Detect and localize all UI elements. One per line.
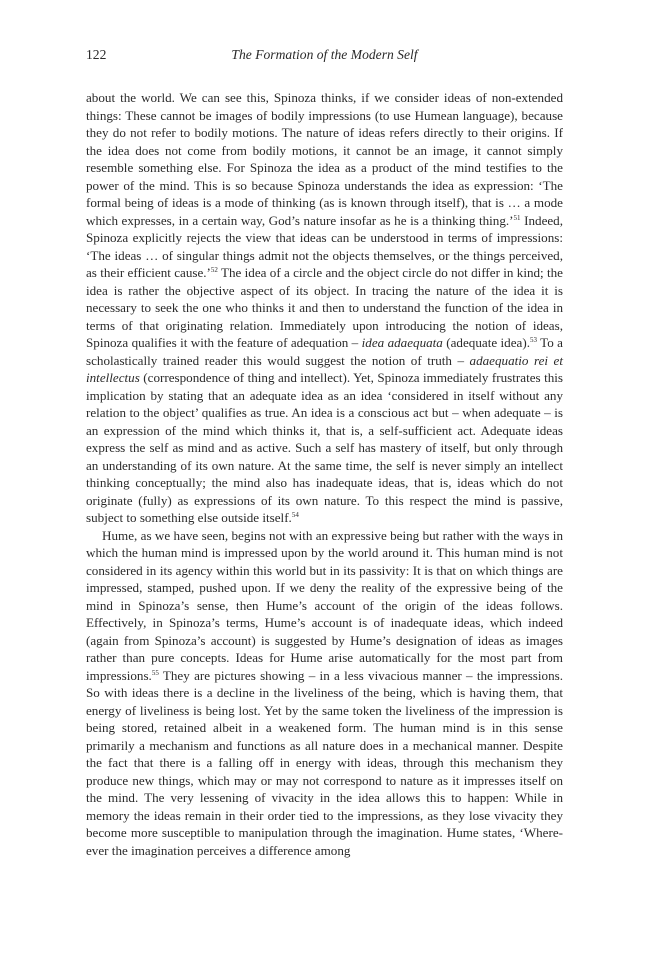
text-run: Indeed, Spinoza explicitly rejects the view that ideas can be understood in terms of impressions: ‘The ideas … of singular things admit not the objects themselves, or the things perceived, as their efficient cause.’ xyxy=(86,212,564,280)
page-header xyxy=(86,46,563,64)
latin-term: idea adaequata xyxy=(361,335,443,350)
footnote-ref-54: 54 xyxy=(291,511,299,519)
body-text xyxy=(86,89,563,859)
paragraph-1 xyxy=(86,89,563,527)
text-run: Hume, as we have seen, begins not with an expressive being but rather with the ways in which the human mind is impressed upon by the world around it. This human mind is not considered in its agency within this world but in its passivity: It is that on which things are impressed, stamped, pushed upon. If we deny the reality of the expressive being of the mind in Spinoza’s sense, then Hume’s account of the origin of the ideas follows. Effectively, in Spinoza’s terms, Hume’s account is of inadequate ideas, which indeed (again from Spinoza’s account) is suggested by Hume’s designation of ideas as images rather than pure concepts. Ideas for Hume arise automatically for the most part from impressions. xyxy=(86,527,563,683)
footnote-ref-53: 53 xyxy=(529,336,537,344)
footnote-ref-51: 51 xyxy=(513,213,521,222)
page-number: 122 xyxy=(86,47,107,62)
text-run: To a scholastically trained reader this would suggest the notion of truth – xyxy=(86,335,563,368)
text-run: The idea of a circle and the object circle do not differ in kind; the idea is rather the objective aspect of its object. In tracing the nature of the idea it is necessary to seek the one who thinks it and then to understand the function of the idea in terms of that originating relation. Immediately upon introducing the notion of ideas, Spinoza qualifies it with the feature of adequation – xyxy=(86,265,563,350)
text-run: (correspondence of thing and intellect). Yet, Spinoza immediately frustrates this implication by stating that an adequate idea as an idea ‘considered in itself without any relation to the object’ qualifies as true. An idea is a conscious act but – when adequate – is an expression of the mind which thinks it, that is, a self-sufficient act. Adequate ideas express the self as mind and as active. Such a self has mastery of itself, but only through an understanding of its own nature. At the same time, the self is never simply an intellect thinking conceptually; the mind also has inadequate ideas, that is, ideas which do not originate (fully) as expressions of its own nature. To this respect the mind is passive, subject to something else outside itself. xyxy=(86,370,563,525)
footnote-ref-55: 55 xyxy=(151,668,159,677)
text-run: They are pictures showing – in a less vivacious manner – the impressions. So with ideas there is a decline in the liveliness of the being, which is having them, that energy of liveliness is being lost. Yet by the same token the liveliness of the impression is being stored, retained albeit in a weakened form. The human mind is in this sense primarily a mechanism and functions as all nature does in a mechanical manner. Despite the fact that there is a falling off in energy with ideas, through this mechanism they produce new things, which may or may not correspond to nature as it impresses itself on the mind. The very lessening of vivacity in the idea allows this to happen: While in memory the ideas remain in their order tied to the impressions, as they lose vivacity they become more susceptible to manipulation through the imagination. Hume states, ‘Where-ever the imagination perceives a difference among xyxy=(86,667,563,858)
paragraph-2 xyxy=(86,527,563,860)
text-run: (adequate idea). xyxy=(442,335,530,350)
running-title: The Formation of the Modern Self xyxy=(231,47,418,62)
footnote-ref-52: 52 xyxy=(210,266,218,274)
text-run: about the world. We can see this, Spinoza thinks, if we consider ideas of non-extended things: These cannot be images of bodily impressions (to use Humean language), because they do not refer to bodily motions. The nature of ideas refers directly to their origins. If the idea does not come from bodily motions, it cannot be an image, it cannot simply resemble something else. For Spinoza the idea as a product of the mind testifies to the power of the mind. This is so because Spinoza understands the idea as expression: ‘The formal being of ideas is a mode of thinking (as is known through itself), that is … a mode which expresses, in a certain way, God’s nature insofar as he is a thinking thing.’ xyxy=(86,90,563,228)
latin-term: adaequatio rei et intellectus xyxy=(86,352,563,385)
